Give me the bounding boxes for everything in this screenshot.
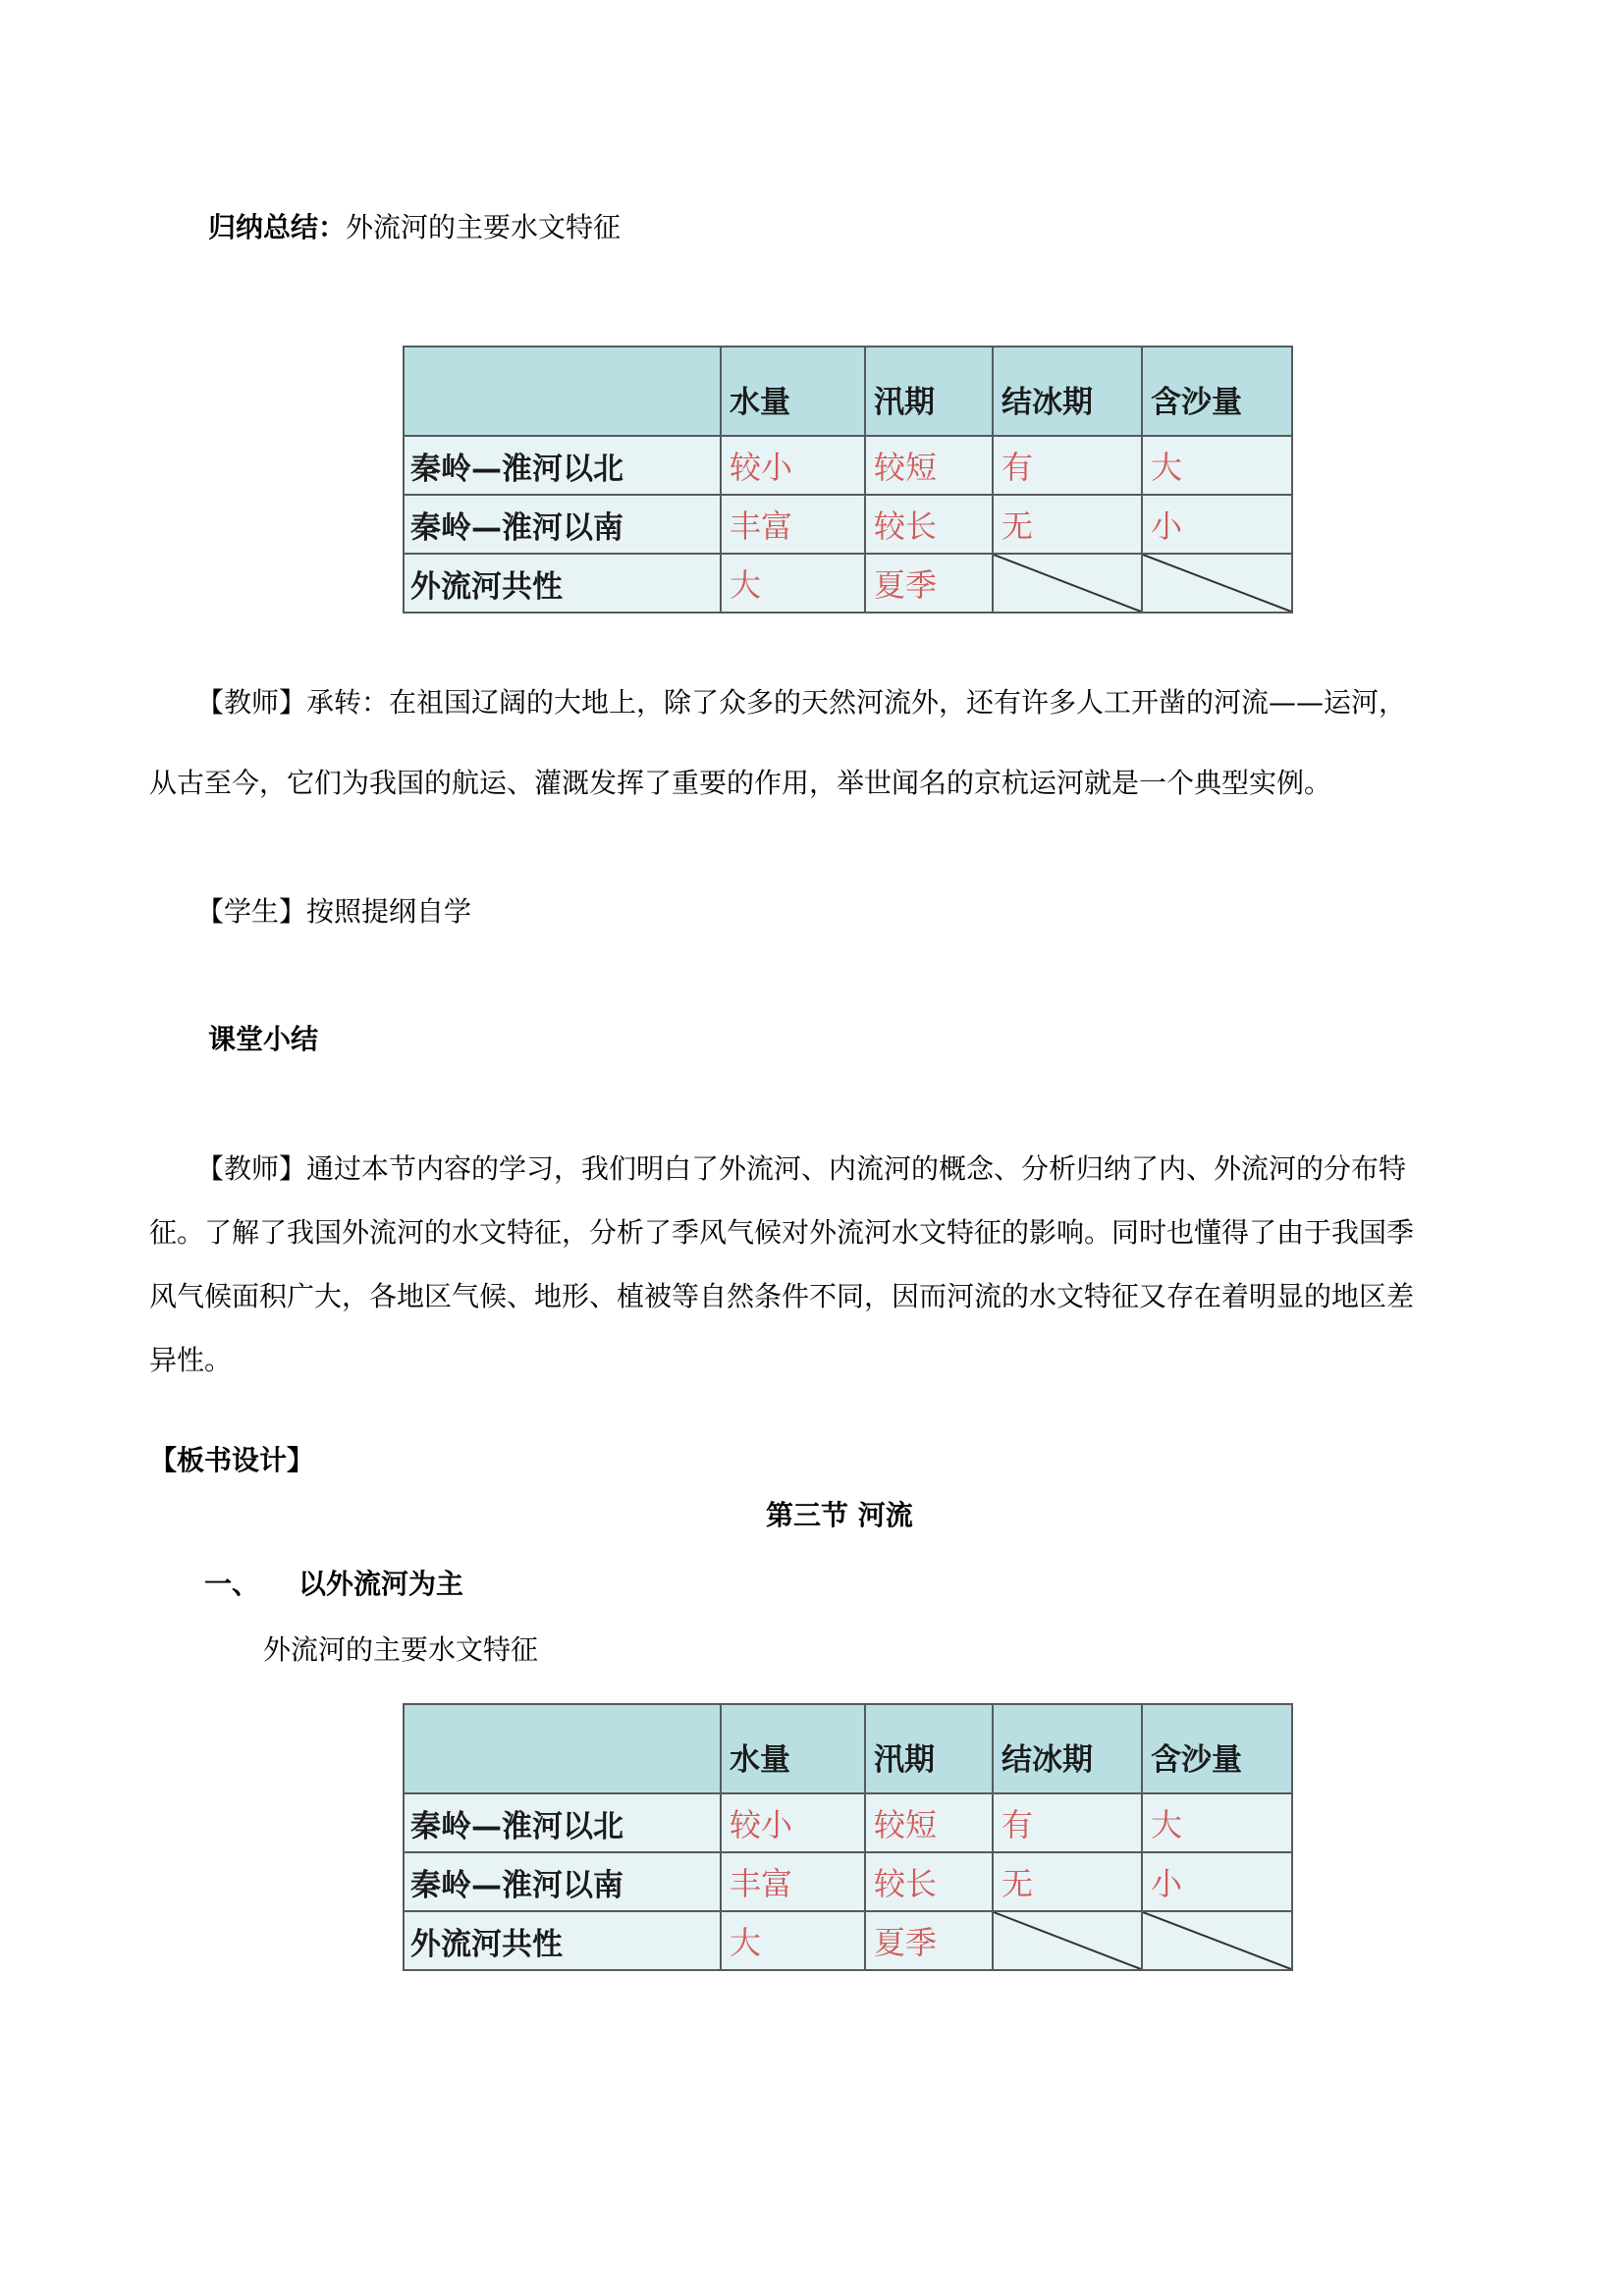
row-label: 外流河共性 xyxy=(404,554,721,613)
diagonal-slash-icon xyxy=(994,555,1141,612)
table-row xyxy=(404,1911,1292,1970)
hydrology-table-2 xyxy=(403,1703,1293,1971)
table-row xyxy=(404,495,1292,554)
table-cell: 较长 xyxy=(865,495,993,554)
board-design-heading: 【板书设计】 xyxy=(149,1444,315,1476)
row-label: 外流河共性 xyxy=(404,1911,721,1970)
table-cell: 小 xyxy=(1142,495,1292,554)
diagonal-empty-cell xyxy=(1142,554,1292,613)
diagonal-slash-icon xyxy=(1143,1912,1291,1969)
table-cell: 丰富 xyxy=(721,1852,865,1911)
table-row xyxy=(404,1793,1292,1852)
table-cell: 有 xyxy=(993,1793,1142,1852)
summary-heading-label: 归纳总结： xyxy=(208,211,347,243)
diagonal-empty-cell xyxy=(1142,1911,1292,1970)
table-header-corner xyxy=(404,347,721,436)
table-cell: 小 xyxy=(1142,1852,1292,1911)
table-header-cell: 含沙量 xyxy=(1142,1704,1292,1793)
board-design-point xyxy=(204,1569,463,1600)
table-cell: 无 xyxy=(993,1852,1142,1911)
paragraph-line: 风气候面积广大，各地区气候、地形、植被等自然条件不同，因而河流的水文特征又存在着明显的地区差 xyxy=(149,1280,1415,1312)
table-row xyxy=(404,436,1292,495)
class-summary-heading: 课堂小结 xyxy=(208,1023,319,1055)
table-cell: 较小 xyxy=(721,436,865,495)
board-design-title: 第三节 河流 xyxy=(766,1499,913,1531)
summary-heading xyxy=(208,212,621,243)
table-cell: 大 xyxy=(1142,1793,1292,1852)
table-cell: 较长 xyxy=(865,1852,993,1911)
diagonal-empty-cell xyxy=(993,554,1142,613)
table-cell: 较短 xyxy=(865,1793,993,1852)
row-label: 秦岭—淮河以南 xyxy=(404,1852,721,1911)
table-header-cell: 水量 xyxy=(721,347,865,436)
row-label: 秦岭—淮河以北 xyxy=(404,436,721,495)
table-cell: 大 xyxy=(721,554,865,613)
paragraph-line: 征。了解了我国外流河的水文特征，分析了季风气候对外流河水文特征的影响。同时也懂得了由于我国季 xyxy=(149,1216,1415,1249)
table-header-cell: 结冰期 xyxy=(993,347,1142,436)
diagonal-slash-icon xyxy=(994,1912,1141,1969)
table-header-cell: 汛期 xyxy=(865,347,993,436)
table-row xyxy=(404,554,1292,613)
diagonal-empty-cell xyxy=(993,1911,1142,1970)
table-cell: 大 xyxy=(721,1911,865,1970)
table-cell: 大 xyxy=(1142,436,1292,495)
table-row xyxy=(404,1852,1292,1911)
table-header-cell: 汛期 xyxy=(865,1704,993,1793)
table-header-cell: 含沙量 xyxy=(1142,347,1292,436)
student-line: 【学生】按照提纲自学 xyxy=(196,895,472,928)
point-text: 以外流河为主 xyxy=(298,1568,464,1600)
table-header-cell: 水量 xyxy=(721,1704,865,1793)
table-cell: 有 xyxy=(993,436,1142,495)
table-cell: 夏季 xyxy=(865,1911,993,1970)
diagonal-slash-icon xyxy=(1143,555,1291,612)
table-header-row xyxy=(404,347,1292,436)
table-header-corner xyxy=(404,1704,721,1793)
summary-heading-text: 外流河的主要水文特征 xyxy=(346,211,622,243)
table-header-row xyxy=(404,1704,1292,1793)
table-cell: 较小 xyxy=(721,1793,865,1852)
table-header-cell: 结冰期 xyxy=(993,1704,1142,1793)
hydrology-table-1 xyxy=(403,346,1293,614)
table-cell: 丰富 xyxy=(721,495,865,554)
paragraph-line: 【教师】承转：在祖国辽阔的大地上，除了众多的天然河流外，还有许多人工开凿的河流——运河， xyxy=(196,686,1407,719)
row-label: 秦岭—淮河以南 xyxy=(404,495,721,554)
table-cell: 无 xyxy=(993,495,1142,554)
table-cell: 较短 xyxy=(865,436,993,495)
row-label: 秦岭—淮河以北 xyxy=(404,1793,721,1852)
point-number: 一、 xyxy=(204,1568,260,1600)
board-design-subline: 外流河的主要水文特征 xyxy=(263,1633,539,1666)
paragraph-line: 【教师】通过本节内容的学习，我们明白了外流河、内流河的概念、分析归纳了内、外流河的分布特 xyxy=(196,1152,1407,1185)
table-cell: 夏季 xyxy=(865,554,993,613)
paragraph-line: 从古至今，它们为我国的航运、灌溉发挥了重要的作用，举世闻名的京杭运河就是一个典型实例。 xyxy=(149,767,1332,799)
paragraph-line: 异性。 xyxy=(149,1344,233,1376)
